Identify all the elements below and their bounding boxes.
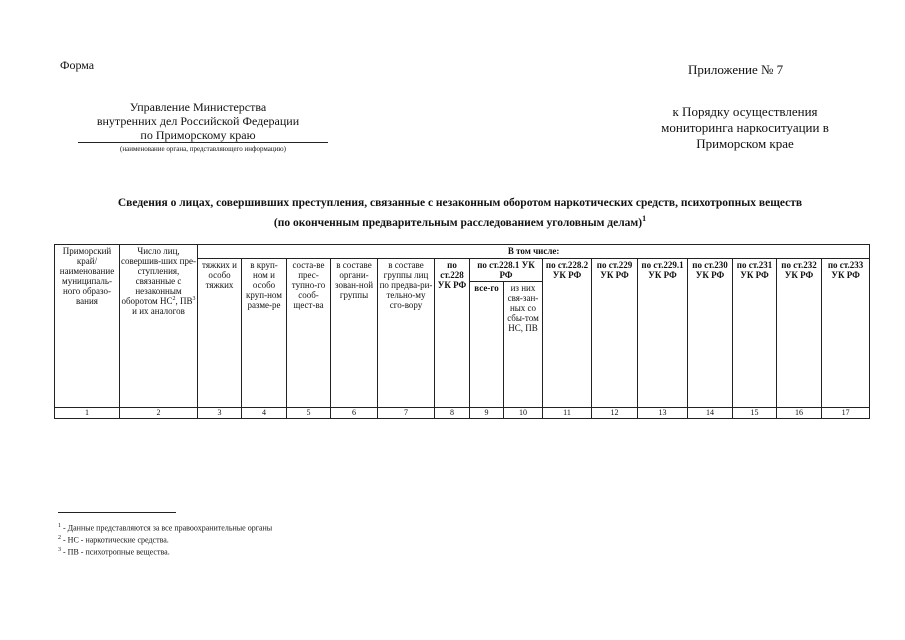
header-large-scale: в круп-ном и особо круп-ном разме-ре <box>242 259 287 408</box>
footnote-ref: 3 <box>192 296 196 302</box>
org-line: по Приморскому краю <box>140 128 256 142</box>
column-number: 10 <box>504 408 543 419</box>
column-number: 4 <box>242 408 287 419</box>
header-art-233: по ст.233 УК РФ <box>822 259 870 408</box>
header-grave: тяжких и особо тяжких <box>198 259 242 408</box>
header-art-228-1-sales: из них свя-зан-ных со сбы-том НС, ПВ <box>504 282 543 408</box>
header-art-228-1-total: все-го <box>470 282 504 408</box>
report-table <box>54 244 870 419</box>
footnote-mark: 3 <box>58 547 61 553</box>
order-reference <box>640 104 850 152</box>
column-number: 2 <box>120 408 198 419</box>
header-art-231: по ст.231 УК РФ <box>733 259 777 408</box>
column-number: 11 <box>543 408 592 419</box>
header-criminal-community: соста-ве прес-тупно-го сооб-щест-ва <box>287 259 331 408</box>
footnote-3 <box>58 547 170 557</box>
column-number: 16 <box>777 408 822 419</box>
header-total-a: Число лиц, совершив-ших пре-ступления, связанные с незаконным оборотом НС <box>121 246 196 306</box>
title-line-2 <box>60 211 860 231</box>
column-number: 5 <box>287 408 331 419</box>
column-number: 13 <box>638 408 688 419</box>
header-including: В том числе: <box>198 245 870 259</box>
appendix-number: Приложение № 7 <box>688 62 784 77</box>
footnote-ref: 2 <box>172 296 176 302</box>
header-art-228-2: по ст.228.2 УК РФ <box>543 259 592 408</box>
column-numbers-row <box>55 408 870 419</box>
footnote-ref: 1 <box>642 214 647 223</box>
footnote-2 <box>58 535 169 545</box>
header-prior-conspiracy: в составе группы лиц по предва-ри-тельно-му сго-вору <box>378 259 435 408</box>
header-total-c: и их аналогов <box>132 306 185 316</box>
column-number: 1 <box>55 408 120 419</box>
column-number: 12 <box>592 408 638 419</box>
footnote-text: - ПВ - психотропные вещества. <box>61 547 170 557</box>
header-art-230: по ст.230 УК РФ <box>688 259 733 408</box>
column-number: 9 <box>470 408 504 419</box>
header-art-229-1: по ст.229.1 УК РФ <box>638 259 688 408</box>
column-number: 14 <box>688 408 733 419</box>
header-art-232: по ст.232 УК РФ <box>777 259 822 408</box>
footnote-separator <box>58 512 176 513</box>
column-number: 7 <box>378 408 435 419</box>
title-line-2-text: (по оконченным предварительным расследованием уголовным делам) <box>273 216 643 229</box>
order-line: к Порядку осуществления <box>672 104 818 119</box>
header-organized-group: в составе органи-зован-ной группы <box>331 259 378 408</box>
org-line: внутренних дел Российской Федерации <box>96 114 300 128</box>
footnote-text: - Данные представляются за все правоохранительные органы <box>61 523 273 533</box>
column-number: 8 <box>435 408 470 419</box>
column-number: 3 <box>198 408 242 419</box>
title-line-1: Сведения о лицах, совершивших преступления, связанные с незаконным оборотом наркотических средств, психотропных веществ <box>117 197 803 209</box>
org-underline <box>78 142 328 143</box>
org-line: Управление Министерства <box>129 100 267 114</box>
column-number: 15 <box>733 408 777 419</box>
form-label: Форма <box>60 58 95 72</box>
column-number: 6 <box>331 408 378 419</box>
column-number: 17 <box>822 408 870 419</box>
header-art-229: по ст.229 УК РФ <box>592 259 638 408</box>
order-line: мониторинга наркоситуации в <box>661 120 829 135</box>
header-art-228-1: по ст.228.1 УК РФ <box>470 259 543 282</box>
header-art-228: по ст.228 УК РФ <box>435 259 470 408</box>
organization-name <box>78 100 318 142</box>
footnote-1 <box>58 523 272 533</box>
order-line: Приморском крае <box>696 136 794 151</box>
footnote-mark: 1 <box>58 523 61 529</box>
footnote-mark: 2 <box>58 535 61 541</box>
header-region: Приморский край/ наименование муниципаль-ного образо-вания <box>55 245 120 408</box>
header-total-b: , ПВ <box>175 296 193 306</box>
footnote-text: - НС - наркотические средства. <box>61 535 169 545</box>
header-total-persons <box>120 245 198 408</box>
document-title <box>60 196 860 231</box>
org-caption: (наименование органа, представляющего информацию) <box>120 145 286 153</box>
